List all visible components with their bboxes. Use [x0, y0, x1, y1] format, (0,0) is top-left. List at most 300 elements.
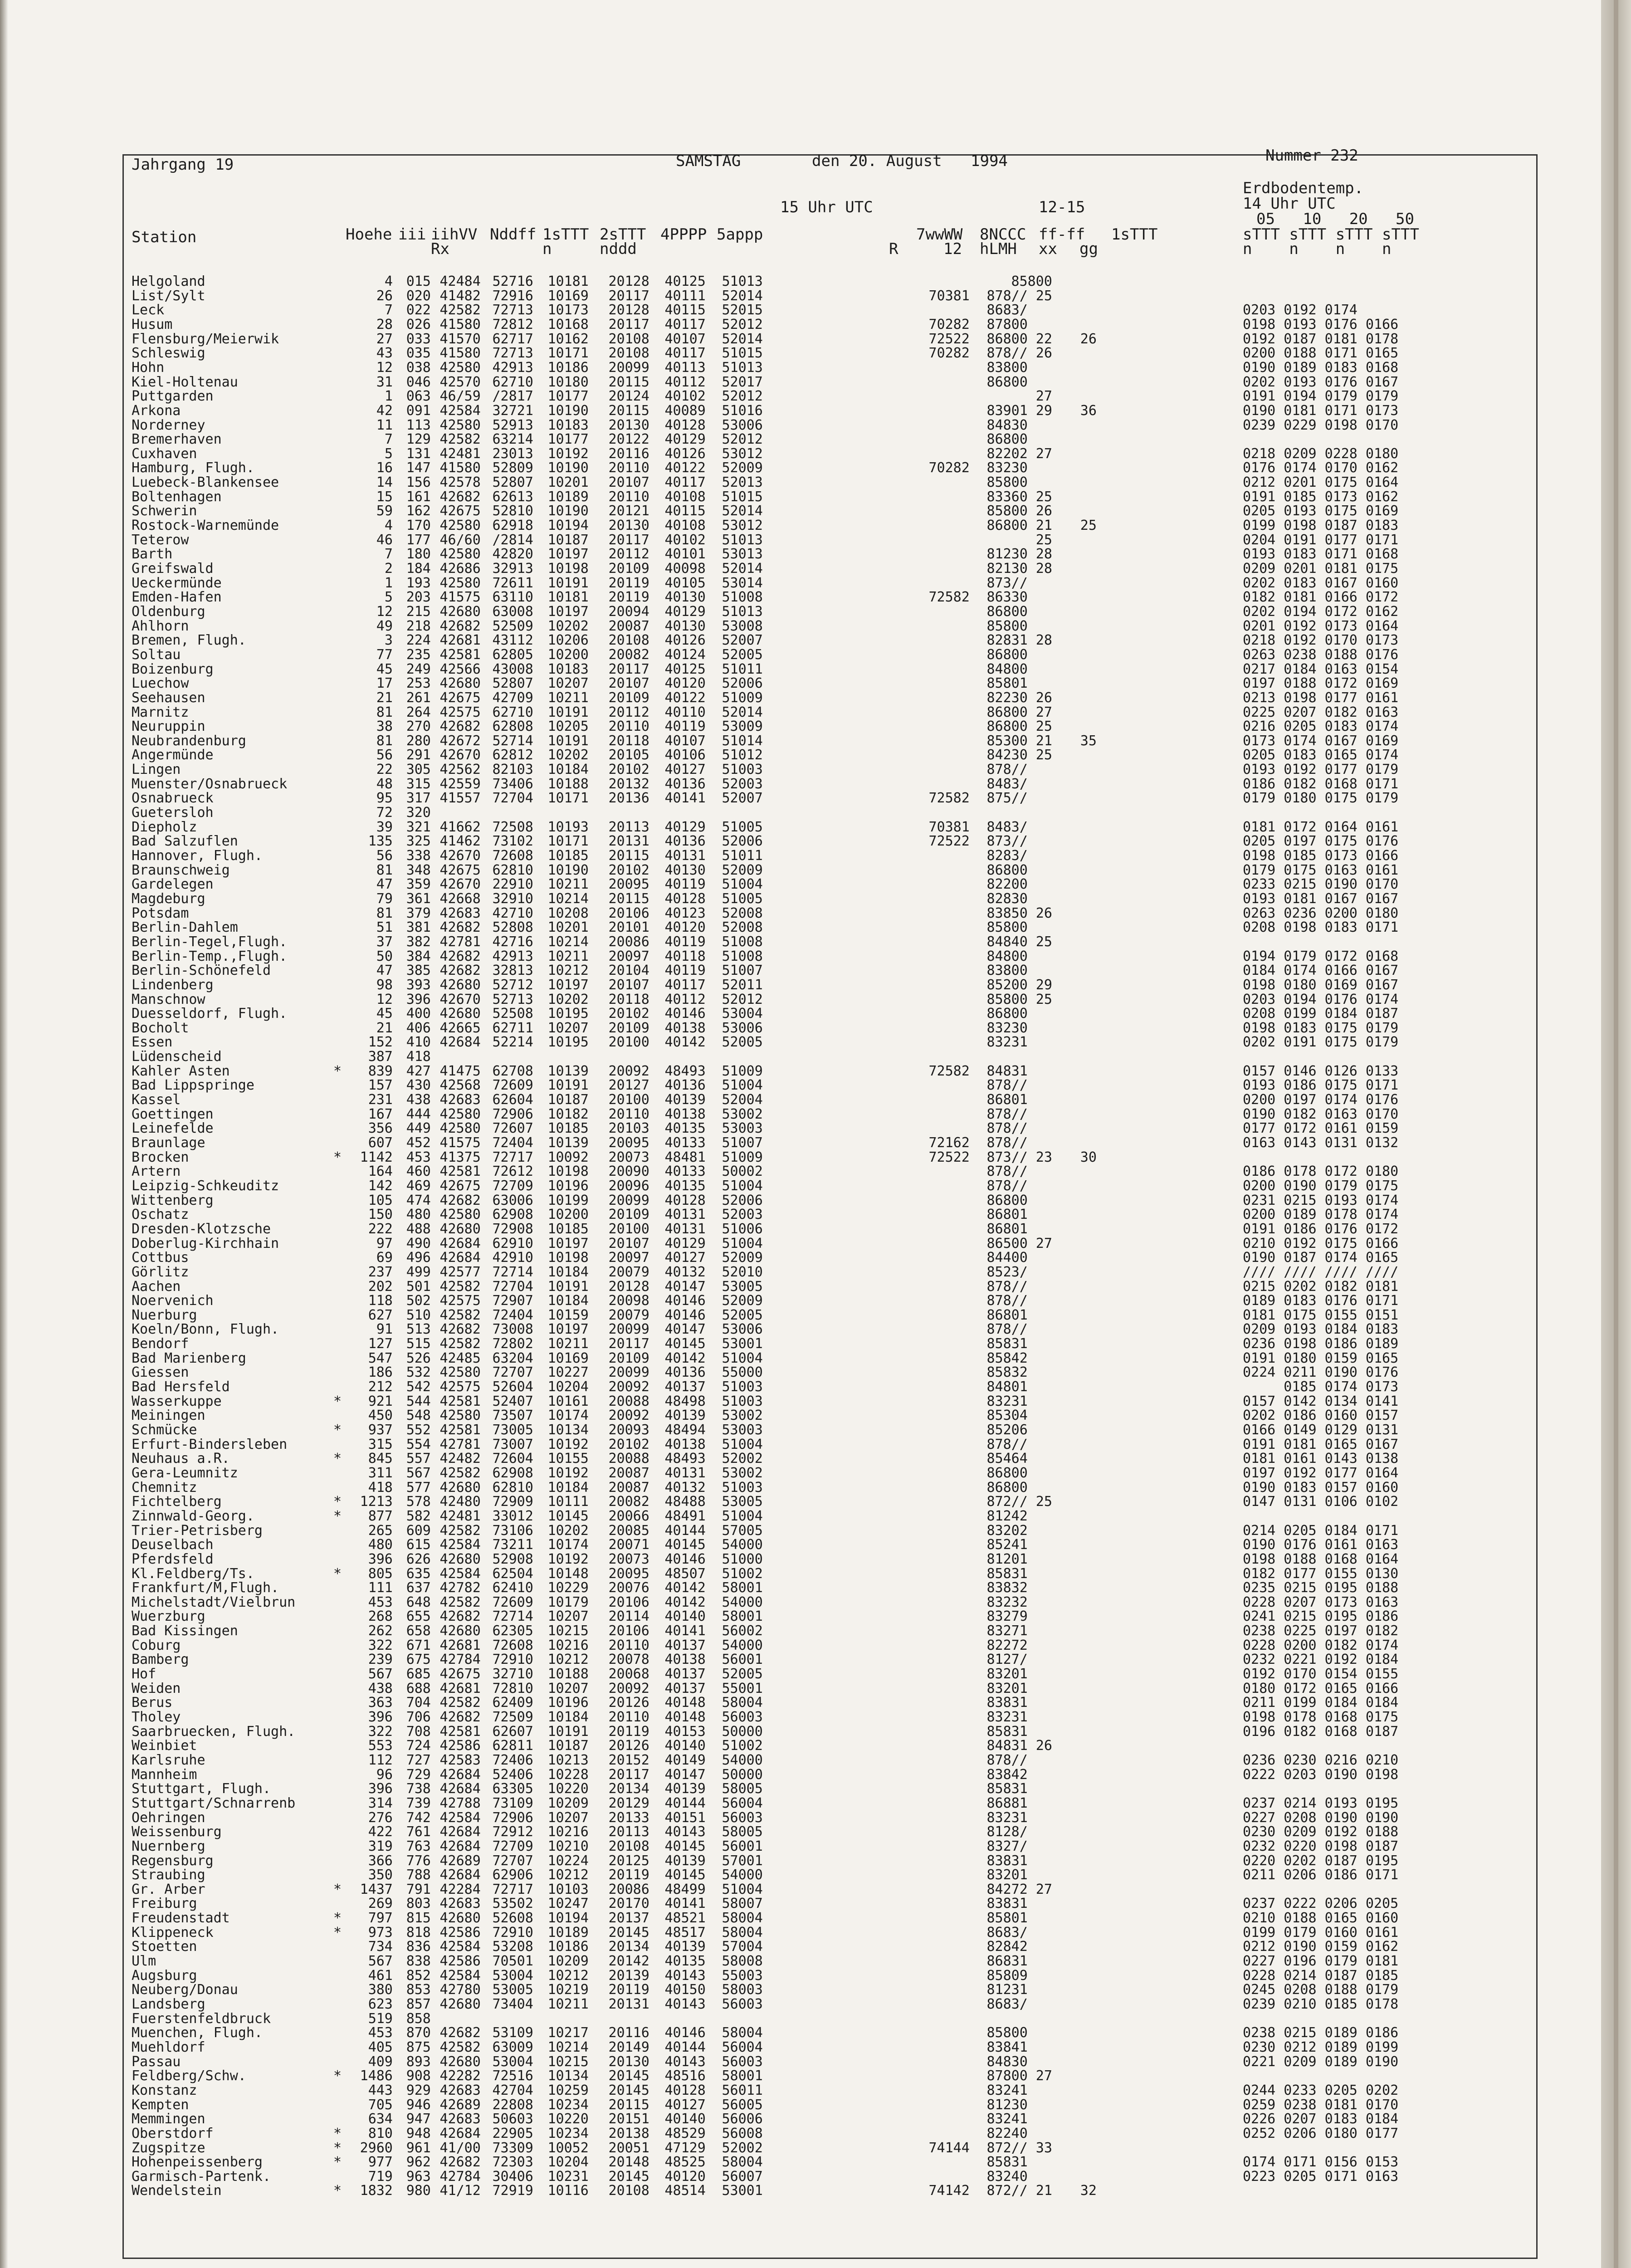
4pppp-value: 40143: [664, 1996, 706, 2012]
4pppp-value: 40131: [664, 1465, 706, 1481]
iii-value: 038: [406, 359, 431, 376]
station-name: Seehausen: [132, 689, 205, 706]
soil-values: 0147 0131 0106 0102: [1243, 1494, 1399, 1510]
1sttt-value: 10214: [547, 934, 589, 950]
4pppp-value: 40146: [664, 1551, 706, 1567]
hoehe-value: 27: [376, 331, 393, 347]
nddff-value: 73507: [492, 1408, 533, 1424]
1sttt-value: 10202: [547, 747, 589, 763]
4pppp-value: 40142: [664, 1594, 706, 1610]
iii-value: 406: [406, 1020, 431, 1036]
4pppp-value: 40145: [664, 1867, 706, 1883]
5appp-value: 52013: [722, 474, 763, 491]
8nccc-value: 873//: [986, 575, 1028, 591]
4pppp-value: 40119: [664, 719, 706, 735]
8nccc-value: 873//: [986, 1149, 1028, 1165]
hoehe-value: 627: [368, 1307, 393, 1323]
hoehe-value: 16: [376, 460, 393, 476]
hoehe-value: 311: [368, 1465, 393, 1481]
8nccc-value: 84830: [986, 417, 1028, 433]
4pppp-value: 40143: [664, 1967, 706, 1984]
station-name: Koeln/Bonn, Flugh.: [132, 1321, 279, 1338]
5appp-value: 52007: [722, 790, 763, 807]
soil-values: 0181 0172 0164 0161: [1243, 819, 1399, 835]
2sttt-value: 20125: [608, 1853, 649, 1869]
station-name: Freudenstadt: [132, 1910, 230, 1926]
station-name: Lindenberg: [132, 977, 214, 993]
iii-value: 170: [406, 518, 431, 534]
8nccc-value: 8327/: [986, 1838, 1028, 1854]
2sttt-value: 20134: [608, 1781, 649, 1797]
iihvv-value: 42684: [439, 1766, 481, 1783]
soil-values: 0190 0176 0161 0163: [1243, 1537, 1399, 1553]
8nccc-value: 872//: [986, 2183, 1028, 2199]
soil-values: 0166 0149 0129 0131: [1243, 1422, 1399, 1438]
ff-value: 21: [1035, 733, 1052, 749]
4pppp-value: 40139: [664, 1408, 706, 1424]
iii-value: 838: [406, 1953, 431, 1970]
col-gg: gg: [1079, 240, 1098, 258]
nddff-value: 72612: [492, 1163, 533, 1180]
iihvv-value: 42684: [439, 1781, 481, 1797]
hoehe-value: 409: [368, 2053, 393, 2070]
station-name: Cuxhaven: [132, 445, 197, 462]
nddff-value: 63214: [492, 431, 533, 448]
4pppp-value: 40145: [664, 1336, 706, 1352]
iihvv-value: 42680: [439, 2053, 481, 2070]
soil-values: 0200 0190 0179 0175: [1243, 1178, 1399, 1194]
hoehe-value: 480: [368, 1537, 393, 1553]
station-name: Stuttgart/Schnarrenb: [132, 1795, 296, 1811]
iihvv-value: 42284: [439, 1881, 481, 1897]
iihvv-value: 42575: [439, 704, 481, 720]
4pppp-value: 40141: [664, 1896, 706, 1912]
iihvv-value: 42680: [439, 1910, 481, 1926]
5appp-value: 52009: [722, 862, 763, 878]
col-5appp: 5appp: [717, 225, 763, 244]
station-name: Wuerzburg: [132, 1608, 205, 1625]
hoehe-value: 319: [368, 1838, 393, 1854]
8nccc-value: 8683/: [986, 1996, 1028, 2012]
2sttt-value: 20100: [608, 1092, 649, 1108]
2sttt-value: 20129: [608, 1795, 649, 1811]
8nccc-value: 878//: [986, 1120, 1028, 1137]
4pppp-value: 48493: [664, 1063, 706, 1079]
iihvv-value: 41580: [439, 345, 481, 362]
soil-values: 0192 0187 0181 0178: [1243, 331, 1399, 347]
2sttt-value: 20131: [608, 833, 649, 850]
hoehe-value: 810: [368, 2125, 393, 2141]
iii-value: 685: [406, 1666, 431, 1682]
hoehe-value: 265: [368, 1522, 393, 1539]
2sttt-value: 20119: [608, 1867, 649, 1883]
2sttt-value: 20097: [608, 1250, 649, 1266]
8nccc-value: 86801: [986, 1307, 1028, 1323]
station-name: Saarbruecken, Flugh.: [132, 1723, 296, 1740]
year-text: 1994: [971, 152, 1008, 170]
iii-value: 635: [406, 1565, 431, 1582]
2sttt-value: 20108: [608, 331, 649, 347]
col-iihvv: iihVV: [431, 225, 478, 244]
iii-value: 449: [406, 1120, 431, 1137]
soil-values: 0193 0183 0171 0168: [1243, 546, 1399, 562]
iihvv-value: 42683: [439, 2082, 481, 2098]
iii-value: 708: [406, 1723, 431, 1740]
1sttt-value: 10185: [547, 1120, 589, 1137]
iii-value: 379: [406, 905, 431, 921]
8nccc-value: 83231: [986, 1709, 1028, 1725]
5appp-value: 51000: [722, 1551, 763, 1567]
2sttt-value: 20117: [608, 661, 649, 677]
nddff-value: 73406: [492, 776, 533, 792]
5appp-value: 52008: [722, 919, 763, 936]
5appp-value: 51015: [722, 489, 763, 505]
5appp-value: 52005: [722, 1034, 763, 1051]
station-name: Ueckermünde: [132, 575, 222, 591]
5appp-value: 54000: [722, 1867, 763, 1883]
station-name: Guetersloh: [132, 805, 214, 821]
4pppp-value: 40144: [664, 2039, 706, 2055]
soil-values: 0191 0186 0176 0172: [1243, 1221, 1399, 1237]
iihvv-value: 41/12: [439, 2183, 481, 2199]
soil-values: 0202 0191 0175 0179: [1243, 1034, 1399, 1051]
iii-value: 544: [406, 1393, 431, 1409]
8nccc-value: 85800: [986, 503, 1028, 519]
hoehe-value: 519: [368, 2010, 393, 2027]
hoehe-value: 98: [376, 977, 393, 993]
hoehe-value: 48: [376, 776, 393, 792]
hoehe-value: 438: [368, 1680, 393, 1696]
hoehe-value: 97: [376, 1235, 393, 1251]
nddff-value: 72608: [492, 848, 533, 864]
nddff-value: 52809: [492, 460, 533, 476]
station-name: Regensburg: [132, 1853, 214, 1869]
station-name: Leipzig-Schkeuditz: [132, 1178, 279, 1194]
hoehe-value: 461: [368, 1967, 393, 1984]
5appp-value: 52003: [722, 776, 763, 792]
8nccc-value: 83832: [986, 1580, 1028, 1596]
7wwww-value: 70381: [928, 288, 970, 304]
8nccc-value: 81242: [986, 1508, 1028, 1524]
7wwww-value: 70282: [928, 316, 970, 332]
iii-value: 496: [406, 1250, 431, 1266]
nddff-value: 63008: [492, 603, 533, 620]
soil-values: 0216 0205 0183 0174: [1243, 719, 1399, 735]
soil-values: 0230 0212 0189 0199: [1243, 2039, 1399, 2055]
8nccc-value: 86881: [986, 1795, 1028, 1811]
iii-value: 382: [406, 934, 431, 950]
4pppp-value: 48507: [664, 1565, 706, 1582]
hoehe-value: 17: [376, 675, 393, 692]
col-soil-sttt: sTTT sTTT sTTT sTTT: [1243, 225, 1419, 244]
hoehe-value: 46: [376, 532, 393, 548]
hoehe-value: 418: [368, 1479, 393, 1496]
1sttt-value: 10184: [547, 762, 589, 778]
nddff-value: 42820: [492, 546, 533, 562]
soil-values: 0233 0215 0190 0170: [1243, 876, 1399, 893]
1sttt-value: 10192: [547, 445, 589, 462]
2sttt-value: 20134: [608, 1939, 649, 1955]
5appp-value: 53012: [722, 445, 763, 462]
5appp-value: 51004: [722, 1077, 763, 1094]
col-7wwww: 7wwWW: [916, 225, 963, 244]
4pppp-value: 40139: [664, 1092, 706, 1108]
hoehe-value: 72: [376, 805, 393, 821]
hoehe-value: 31: [376, 374, 393, 390]
col-iii: iii: [398, 225, 426, 244]
8nccc-value: 878//: [986, 1135, 1028, 1151]
nddff-value: 72709: [492, 1178, 533, 1194]
hoehe-value: 1437: [360, 1881, 393, 1897]
4pppp-value: 40146: [664, 1293, 706, 1309]
2sttt-value: 20087: [608, 618, 649, 634]
1sttt-value: 10192: [547, 1465, 589, 1481]
iii-value: 384: [406, 948, 431, 964]
8nccc-value: 85206: [986, 1422, 1028, 1438]
nddff-value: 23013: [492, 445, 533, 462]
4pppp-value: 40131: [664, 1221, 706, 1237]
nddff-value: /2814: [492, 532, 533, 548]
8nccc-value: 85800: [986, 991, 1028, 1007]
hoehe-value: 142: [368, 1178, 393, 1194]
iii-value: 853: [406, 1982, 431, 1998]
soil-values: 0227 0196 0179 0181: [1243, 1953, 1399, 1970]
4pppp-value: 40102: [664, 388, 706, 405]
1sttt-value: 10201: [547, 474, 589, 491]
soil-values: 0198 0193 0176 0166: [1243, 316, 1399, 332]
nddff-value: 72910: [492, 1652, 533, 1668]
5appp-value: 57001: [722, 1853, 763, 1869]
soil-values: 0190 0181 0171 0173: [1243, 402, 1399, 419]
iihvv-value: 42665: [439, 1020, 481, 1036]
iii-value: 022: [406, 302, 431, 318]
4pppp-value: 40122: [664, 689, 706, 706]
nddff-value: 72509: [492, 1709, 533, 1725]
station-name: Oberstdorf: [132, 2125, 214, 2141]
1sttt-value: 10208: [547, 905, 589, 921]
8nccc-value: 8483/: [986, 819, 1028, 835]
hoehe-value: 112: [368, 1752, 393, 1768]
2sttt-value: 20106: [608, 1594, 649, 1610]
4pppp-value: 40127: [664, 1250, 706, 1266]
8nccc-value: 872//: [986, 1494, 1028, 1510]
8nccc-value: 83800: [986, 359, 1028, 376]
hoehe-value: 22: [376, 762, 393, 778]
nddff-value: 72609: [492, 1077, 533, 1094]
hoehe-value: 12: [376, 603, 393, 620]
1sttt-value: 10184: [547, 1264, 589, 1280]
iihvv-value: 42689: [439, 1853, 481, 1869]
iihvv-value: 42781: [439, 1436, 481, 1452]
hoehe-value: 49: [376, 618, 393, 634]
4pppp-value: 40120: [664, 675, 706, 692]
iii-value: 427: [406, 1063, 431, 1079]
5appp-value: 50000: [722, 1766, 763, 1783]
nddff-value: 72916: [492, 288, 533, 304]
4pppp-value: 40151: [664, 1809, 706, 1826]
iii-value: 317: [406, 790, 431, 807]
hoehe-value: 14: [376, 474, 393, 491]
8nccc-value: 84272: [986, 1881, 1028, 1897]
nddff-value: 52713: [492, 991, 533, 1007]
8nccc-value: 81230: [986, 546, 1028, 562]
soil-temp-title: Erdbodentemp.: [1243, 179, 1364, 197]
nddff-value: 22910: [492, 876, 533, 893]
col-nddff: Nddff: [490, 225, 537, 244]
iihvv-value: 41375: [439, 1149, 481, 1165]
1sttt-value: 10212: [547, 963, 589, 979]
1sttt-value: 10190: [547, 402, 589, 419]
iii-value: 338: [406, 848, 431, 864]
nddff-value: 62607: [492, 1723, 533, 1740]
8nccc-value: 878//: [986, 1752, 1028, 1768]
iii-value: 980: [406, 2183, 431, 2199]
station-name: Lingen: [132, 762, 181, 778]
1sttt-value: 10134: [547, 2068, 589, 2084]
soil-values: 0263 0236 0200 0180: [1243, 905, 1399, 921]
4pppp-value: 40146: [664, 1006, 706, 1022]
nddff-value: 72714: [492, 1608, 533, 1625]
iii-value: 763: [406, 1838, 431, 1854]
soil-values: 0205 0197 0175 0176: [1243, 833, 1399, 850]
soil-values: 0173 0174 0167 0169: [1243, 733, 1399, 749]
iii-value: 438: [406, 1092, 431, 1108]
ff-value: 25: [1035, 934, 1052, 950]
station-name: Leck: [132, 302, 165, 318]
nddff-value: 72919: [492, 2183, 533, 2199]
hoehe-value: 51: [376, 919, 393, 936]
hoehe-value: 164: [368, 1163, 393, 1180]
5appp-value: 56005: [722, 2097, 763, 2113]
2sttt-value: 20124: [608, 388, 649, 405]
iii-value: 113: [406, 417, 431, 433]
station-name: Oehringen: [132, 1809, 205, 1826]
iihvv-value: 41/00: [439, 2140, 481, 2156]
4pppp-value: 40130: [664, 589, 706, 606]
hoehe-value: 96: [376, 1766, 393, 1783]
1sttt-value: 10199: [547, 1192, 589, 1208]
nddff-value: 62613: [492, 489, 533, 505]
nddff-value: 62918: [492, 518, 533, 534]
8nccc-value: 81231: [986, 1982, 1028, 1998]
nddff-value: 72906: [492, 1809, 533, 1826]
7wwww-value: 72522: [928, 331, 970, 347]
1sttt-value: 10139: [547, 1063, 589, 1079]
5appp-value: 51015: [722, 345, 763, 362]
station-name: Emden-Hafen: [132, 589, 222, 606]
8nccc-value: 82130: [986, 561, 1028, 577]
iihvv-value: 42680: [439, 1479, 481, 1496]
hoehe-value: 450: [368, 1408, 393, 1424]
ff-value: 25: [1035, 489, 1052, 505]
1sttt-value: 10197: [547, 603, 589, 620]
iihvv-value: 42684: [439, 2125, 481, 2141]
nddff-value: 42910: [492, 1250, 533, 1266]
iihvv-value: 42680: [439, 1623, 481, 1639]
1sttt-value: 10155: [547, 1451, 589, 1467]
iii-value: 675: [406, 1652, 431, 1668]
gg-value: 30: [1080, 1149, 1097, 1165]
nddff-value: 73211: [492, 1537, 533, 1553]
station-name: Noervenich: [132, 1293, 214, 1309]
soil-values: //// //// //// ////: [1243, 1264, 1399, 1280]
station-name: Hohenpeissenberg: [132, 2154, 263, 2170]
nddff-value: 62808: [492, 719, 533, 735]
4pppp-value: 40119: [664, 876, 706, 893]
nddff-value: 52810: [492, 503, 533, 519]
station-name: Stoetten: [132, 1939, 197, 1955]
8nccc-value: 85800: [986, 474, 1028, 491]
5appp-value: 56004: [722, 2039, 763, 2055]
col-soil-n: n n n n: [1243, 240, 1392, 258]
8nccc-value: 83230: [986, 1020, 1028, 1036]
iii-value: 359: [406, 876, 431, 893]
nddff-value: 52908: [492, 1551, 533, 1567]
5appp-value: 58005: [722, 1781, 763, 1797]
2sttt-value: 20092: [608, 1379, 649, 1395]
station-name: Fichtelberg: [132, 1494, 222, 1510]
iihvv-value: 42684: [439, 1867, 481, 1883]
iii-value: 177: [406, 532, 431, 548]
2sttt-value: 20102: [608, 1006, 649, 1022]
1sttt-value: 10220: [547, 1781, 589, 1797]
5appp-value: 56006: [722, 2111, 763, 2127]
iii-value: 033: [406, 331, 431, 347]
2sttt-value: 20137: [608, 1910, 649, 1926]
hoehe-value: 12: [376, 991, 393, 1007]
4pppp-value: 40140: [664, 2111, 706, 2127]
nddff-value: 72717: [492, 1881, 533, 1897]
7wwww-value: 72582: [928, 790, 970, 807]
1sttt-value: 10204: [547, 2154, 589, 2170]
4pppp-value: 40138: [664, 1436, 706, 1452]
ff-value: 25: [1035, 719, 1052, 735]
4pppp-value: 40111: [664, 288, 706, 304]
iihvv-value: 42784: [439, 1652, 481, 1668]
iii-value: 542: [406, 1379, 431, 1395]
iihvv-value: 42581: [439, 1393, 481, 1409]
8nccc-value: 878//: [986, 1178, 1028, 1194]
iihvv-value: 42682: [439, 1709, 481, 1725]
1sttt-value: 10189: [547, 489, 589, 505]
nddff-value: 62908: [492, 1465, 533, 1481]
iihvv-value: 42584: [439, 402, 481, 419]
nddff-value: 30406: [492, 2168, 533, 2185]
iii-value: 249: [406, 661, 431, 677]
2sttt-value: 20100: [608, 1034, 649, 1051]
8nccc-value: 84831: [986, 1063, 1028, 1079]
soil-values: 0263 0238 0188 0176: [1243, 646, 1399, 663]
station-name: Memmingen: [132, 2111, 205, 2127]
hoehe-value: 59: [376, 503, 393, 519]
1sttt-value: 10220: [547, 2111, 589, 2127]
soil-values: 0218 0209 0228 0180: [1243, 445, 1399, 462]
2sttt-value: 20066: [608, 1508, 649, 1524]
4pppp-value: 40148: [664, 1709, 706, 1725]
5appp-value: 52009: [722, 1250, 763, 1266]
4pppp-value: 40133: [664, 1163, 706, 1180]
4pppp-value: 40143: [664, 2053, 706, 2070]
hoehe-value: 705: [368, 2097, 393, 2113]
5appp-value: 53002: [722, 1106, 763, 1122]
4pppp-value: 48525: [664, 2154, 706, 2170]
2sttt-value: 20128: [608, 302, 649, 318]
2sttt-value: 20118: [608, 733, 649, 749]
2sttt-value: 20107: [608, 1235, 649, 1251]
2sttt-value: 20126: [608, 1695, 649, 1711]
soil-values: 0208 0198 0183 0171: [1243, 919, 1399, 936]
soil-values: 0213 0198 0177 0161: [1243, 689, 1399, 706]
